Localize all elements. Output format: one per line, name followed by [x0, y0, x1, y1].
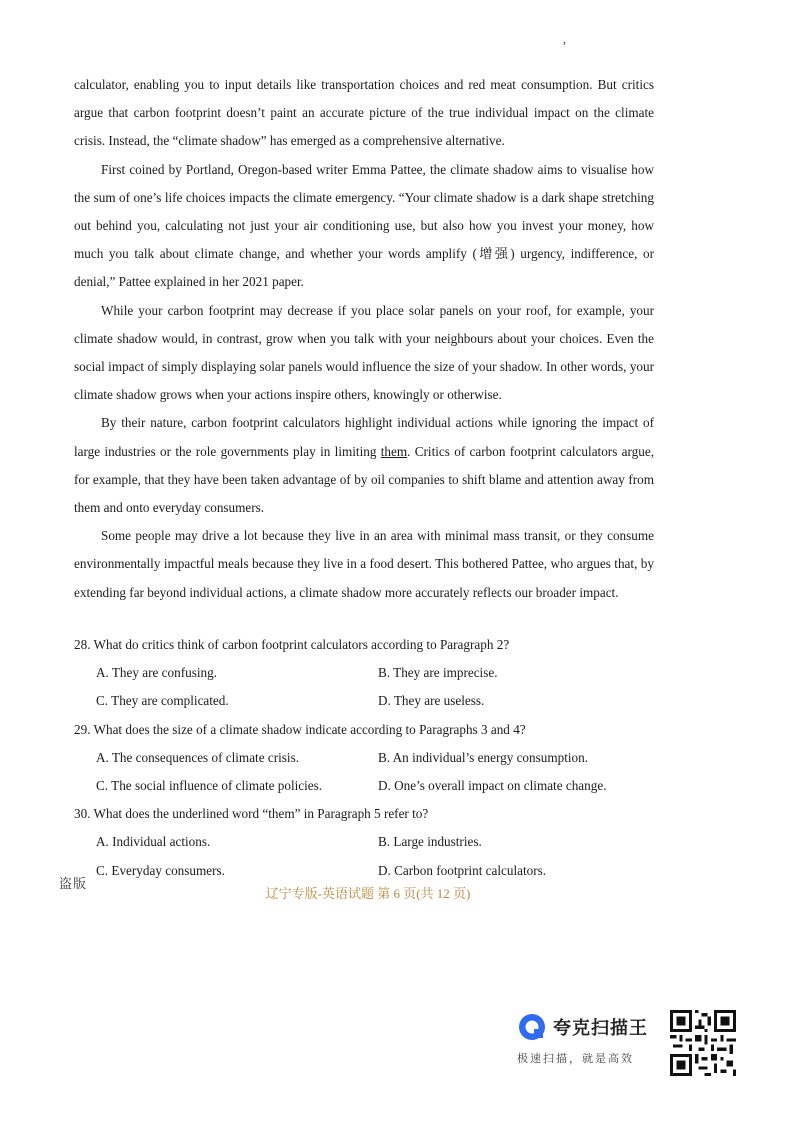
option-c: C. The social influence of climate policies. [96, 778, 323, 794]
option-grid [96, 659, 654, 715]
option-b: B. Large industries. [378, 834, 482, 850]
option-b: B. An individual’s energy consumption. [378, 749, 589, 765]
scanner-logo-icon [517, 1012, 547, 1042]
scanner-watermark [517, 1012, 667, 1066]
question-list [74, 631, 654, 885]
paragraph-2: First coined by Portland, Oregon-based writer Emma Pattee, the climate shadow aims to visualise how the sum of one’s life choices impacts the climate emergency. “Your climate shadow is a dark shape stretching out behind you, calculating not just your air conditioning use, but also how you invest your money, how much you talk about climate change, and whether your words amplify (增强) urgency, indifference, or denial,” Pattee explained in her 2021 paper. [74, 161, 654, 290]
question-29 [74, 716, 654, 801]
paragraph-4-part-1: By their nature, carbon footprint calculators highlight individual actions while ignoring the impact of large industries or the role governments play in limiting [74, 415, 654, 459]
option-b: B. They are imprecise. [378, 665, 498, 681]
question-stem: 30. What does the underlined word “them” in Paragraph 5 refer to? [74, 806, 429, 822]
option-c: C. They are complicated. [96, 693, 229, 709]
question-stem: 28. What do critics think of carbon footprint calculators according to Paragraph 2? [74, 637, 510, 652]
question-30 [74, 800, 654, 885]
paragraph-1: calculator, enabling you to input details like transportation choices and red meat consumption. But critics argue that carbon footprint doesn’t paint an accurate picture of the true individual impact on the climate crisis. Instead, the “climate shadow” has emerged as a comprehensive alternative. [74, 77, 654, 149]
brand-tagline: 极速扫描，就是高效 [517, 1052, 634, 1065]
option-grid [96, 744, 654, 800]
question-28 [74, 631, 654, 716]
underlined-word-them: them [380, 443, 408, 459]
option-a: A. The consequences of climate crisis. [96, 749, 299, 765]
question-stem: 29. What does the size of a climate shadow indicate according to Paragraphs 3 and 4? [74, 721, 526, 737]
brand-name: 夸克扫描王 [553, 1018, 648, 1039]
option-grid [96, 828, 654, 884]
paragraph-3: While your carbon footprint may decrease if you place solar panels on your roof, for example, your climate shadow would, in contrast, grow when you talk with your neighbours about your choices. Even the social impact of simply displaying solar panels would influence the size of your shadow. In other words, your climate shadow grows when your actions inspire others, knowingly or otherwise. [74, 302, 654, 403]
page-footer: 辽宁专版-英语试题 第 6 页(共 12 页) [265, 886, 471, 901]
piracy-mark: 盗版 [59, 876, 88, 891]
paragraph-5: Some people may drive a lot because they live in an area with minimal mass transit, or they consume environmentally impactful meals because they live in a food desert. This bothered Pattee, who argues that, by extending far beyond individual actions, a climate shadow more accurately reflects our broader impact. [74, 528, 654, 600]
paragraph-4 [74, 409, 654, 522]
option-d: D. One’s overall impact on climate change. [378, 778, 607, 794]
option-a: A. They are confusing. [96, 665, 217, 681]
option-a: A. Individual actions. [96, 834, 211, 850]
brand-row [517, 1012, 667, 1042]
qr-code-icon [670, 1010, 736, 1076]
corner-mark: , [563, 32, 566, 46]
paragraph-4-part-2: . Critics of carbon footprint calculators argue, for example, that they have been taken advantage of by oil companies to shift blame and attention away from them and onto everyday consumers. [74, 443, 654, 516]
reading-passage [74, 71, 654, 607]
option-c: C. Everyday consumers. [96, 862, 225, 878]
option-d: D. They are useless. [378, 693, 485, 709]
option-d: D. Carbon footprint calculators. [378, 862, 547, 878]
